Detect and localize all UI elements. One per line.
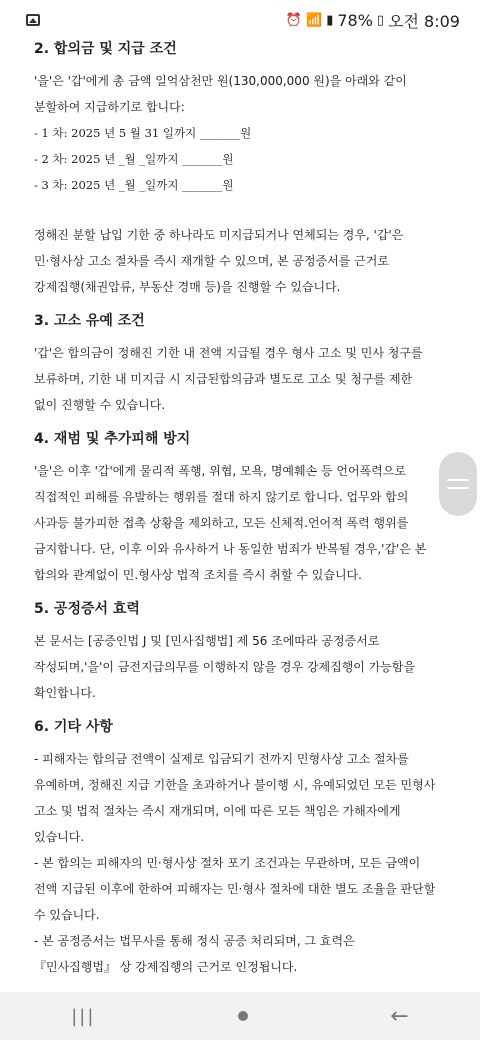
recent-apps-button[interactable]: ||| bbox=[71, 1005, 96, 1027]
s6-line-1: - 피해자는 합의금 전액이 실제로 입금되기 전까지 민형사상 고소 절차를 bbox=[34, 752, 409, 766]
s6-line-2: 유예하며, 정해진 지급 기한을 초과하거나 불이행 시, 유예되었던 모든 민형사 bbox=[34, 778, 436, 792]
s2-installment-3: - 3 차: 2025 년 _월 _일까지 _______원 bbox=[34, 178, 234, 192]
s5-line-2: 작성되며,'을'이 금전지급의무를 이행하지 않을 경우 강제집행이 가능함을 bbox=[34, 660, 416, 674]
s2-para-line-3: 강제집행(채권압류, 부동산 경매 등)을 진행할 수 있습니다. bbox=[34, 280, 341, 294]
section-4-heading: 4. 재범 및 추가피해 방지 bbox=[34, 431, 191, 447]
gallery-notification-icon bbox=[26, 14, 40, 26]
section-3-heading: 3. 고소 유예 조건 bbox=[34, 313, 145, 329]
s4-line-2: 직접적인 피해를 유발하는 행위를 절대 하지 않기로 합니다. 업무와 합의 bbox=[34, 490, 409, 504]
s6-line-7: 수 있습니다. bbox=[34, 908, 100, 922]
s3-line-3: 없이 진행할 수 있습니다. bbox=[34, 398, 166, 412]
handle-line bbox=[447, 479, 469, 481]
s2-installment-1: - 1 차: 2025 년 5 월 31 일까지 _______원 bbox=[34, 126, 252, 140]
s2-para-line-2: 민·형사상 고소 절차를 즉시 재개할 수 있으며, 본 공정증서를 근거로 bbox=[34, 254, 389, 268]
s6-line-6: 전액 지급된 이후에 한하여 피해자는 민·형사 절차에 대한 별도 조율을 판단할 bbox=[34, 882, 436, 896]
s2-para-line-1: 정해진 분할 납입 기한 중 하나라도 미지급되거나 연체되는 경우, '갑'은 bbox=[34, 228, 404, 242]
s6-line-5: - 본 합의는 피해자의 민·형사상 절차 포기 조건과는 무관하며, 모든 금액이 bbox=[34, 856, 421, 870]
s4-line-3: 사과등 불가피한 접촉 상황을 제외하고, 모든 신체적.언어적 폭력 행위를 bbox=[34, 516, 409, 530]
document-body bbox=[34, 38, 444, 980]
battery-level: 78% bbox=[337, 10, 373, 30]
status-bar bbox=[0, 0, 480, 40]
home-button[interactable] bbox=[238, 1011, 248, 1021]
s4-line-4: 금지합니다. 단, 이후 이와 유사하거 나 동일한 범죄가 반복될 경우,'갑'은 본 bbox=[34, 542, 427, 556]
s5-line-1: 본 문서는 [공증인법 J 및 [민사집행법] 제 56 조에따라 공정증서로 bbox=[34, 634, 380, 648]
navigation-bar bbox=[0, 992, 480, 1040]
s6-line-9: 『민사집행법』 상 강제집행의 근거로 인정됩니다. bbox=[34, 960, 298, 974]
handle-line bbox=[447, 487, 469, 489]
s2-installment-2: - 2 차: 2025 년 _월 _일까지 _______원 bbox=[34, 152, 234, 166]
signal-icon: ▮ bbox=[326, 12, 334, 28]
battery-icon: ▯ bbox=[376, 12, 385, 28]
s2-line-1: '을'은 '갑'에게 총 금액 일억삼천만 원(130,000,000 원)을 아래와 같이 bbox=[34, 74, 407, 88]
s6-line-4: 있습니다. bbox=[34, 830, 85, 844]
back-button[interactable]: ← bbox=[390, 1003, 409, 1029]
section-2-heading: 2. 합의금 및 지급 조건 bbox=[34, 41, 177, 57]
s3-line-1: '갑'은 합의금이 정해진 기한 내 전액 지급될 경우 형사 고소 및 민사 청구를 bbox=[34, 346, 423, 360]
s6-line-8: - 본 공정증서는 법무사를 통해 정식 공증 처리되며, 그 효력은 bbox=[34, 934, 355, 948]
s6-line-3: 고소 및 법적 절차는 즉시 재개되며, 이에 따른 모든 책임은 가해자에게 bbox=[34, 804, 401, 818]
s4-line-1: '을'은 이후 '갑'에게 물리적 폭행, 위협, 모욕, 명예훼손 등 언어폭력으로 bbox=[34, 464, 406, 478]
section-5-heading: 5. 공정증서 효력 bbox=[34, 601, 140, 617]
s3-line-2: 보류하며, 기한 내 미지급 시 지급된합의금과 별도로 고소 및 청구를 제한 bbox=[34, 372, 413, 386]
s2-line-2: 분할하여 지급하기로 합니다: bbox=[34, 100, 185, 114]
alarm-icon: ⏰ bbox=[285, 12, 302, 28]
section-6-heading: 6. 기타 사항 bbox=[34, 719, 113, 735]
status-indicators bbox=[286, 9, 460, 32]
wifi-icon: 📶 bbox=[306, 12, 323, 28]
scroll-handle[interactable] bbox=[439, 452, 477, 516]
s4-line-5: 합의와 관계없이 민.형사상 법적 조치를 즉시 취할 수 있습니다. bbox=[34, 568, 362, 582]
clock: 오전 8:09 bbox=[388, 11, 460, 31]
s5-line-3: 확인합니다. bbox=[34, 686, 96, 700]
